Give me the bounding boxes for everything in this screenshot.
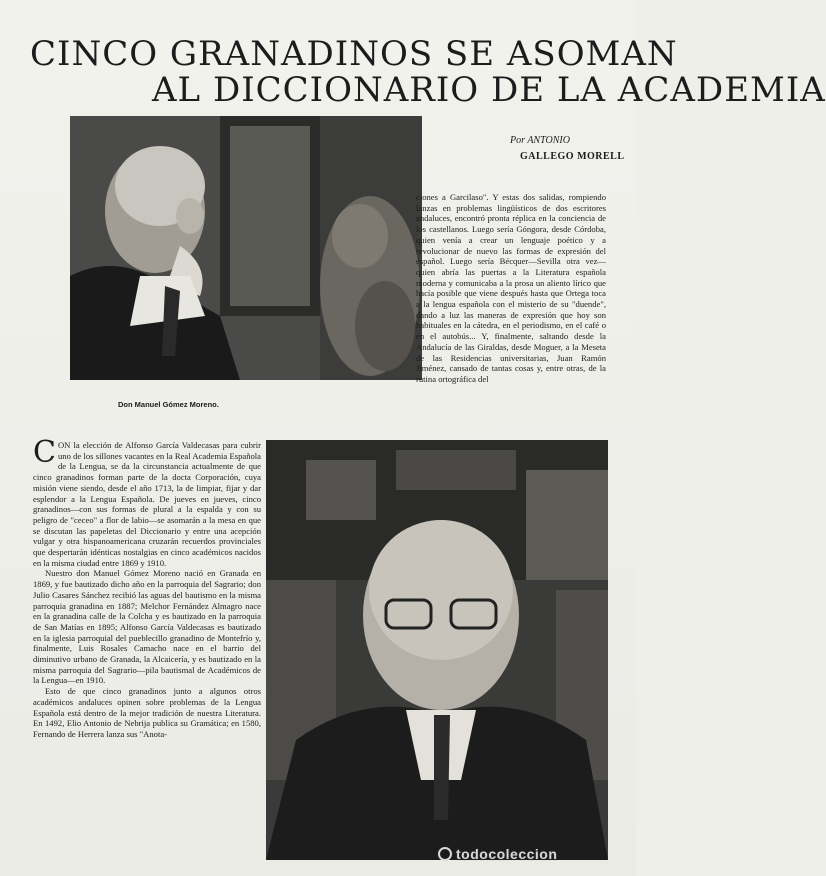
drop-cap: C (33, 435, 56, 470)
paragraph-2: Nuestro don Manuel Gómez Moreno nació en Granada en 1869, y fue bautizado dicho año en la parroquia del Sagrario; don Julio Casares Sánchez recibió las aguas del bautismo en la misma parroquia granadina en 1887; Melchor Fernández Almagro nace en la granadina calle de la Colcha y es bautizado en la parroquia de San Matías en 1895; Alfonso García Valdecasas es bautizado en la iglesia parroquial del pueblecillo granadino de Montefrío y, finalmente, Luis Rosales Camacho nace en el barrio del diminutivo urbano de Granada, la Alcaicería, y es bautizado en la misma parroquia del Sagrario—pila bautismal de Académicos de la Lengua—en 1910. (33, 568, 261, 686)
photo-gomez-moreno (70, 116, 422, 380)
paragraph-3: Esto de que cinco granadinos junto a algunos otros académicos andaluces opinen sobre problemas de la Lengua Española está dentro de la mejor tradición de nuestra Literatura. En 1492, Elio Antonio de Nebrija publica su Gramática; en 1580, Fernando de Herrera lanza sus "Anota- (33, 686, 261, 739)
byline-por: Por ANTONIO (510, 135, 570, 146)
left-column-text (33, 435, 261, 740)
right-column-text (416, 192, 606, 385)
watermark: todocoleccion (456, 846, 558, 862)
headline-line1: CINCO GRANADINOS SE ASOMAN (30, 34, 678, 74)
lead-paragraph (33, 435, 261, 568)
watermark-icon (438, 847, 452, 861)
right-paragraph: ciones a Garcilaso". Y estas dos salidas, rompiendo lanzas en problemas lingüísticos de dos escritores andaluces, encontró pronta réplica en la conciencia de los castellanos. Luego sería Góngora, desde Córdoba, quien venía a crear un lenguaje poético y a revolucionar de nuevo las formas de expresión del español. Luego sería Bécquer—Sevilla otra vez—quien abría las puertas a la Literatura española moderna y comunicaba a la prosa un aliento lírico que hacía posible que viene después hasta que Ortega toca a la lengua española con el misterio de su "duende", dando a luz las maneras de expresión que hoy son habituales en la cátedra, en el periodismo, en el café o en el autobús... Y, finalmente, saltando desde la Andalucía de las Giraldas, desde Moguer, a la Meseta de las Residencias universitarias, Juan Ramón Jiménez, cansado de tantas cosas y, entre otras, de la rutina ortográfica del (416, 192, 606, 384)
headline-line2: AL DICCIONARIO DE LA ACADEMIA (152, 70, 826, 110)
lead-paragraph-text: ON la elección de Alfonso García Valdecasas para cubrir uno de los sillones vacantes en la Real Academia Española de la Lengua, se da la circunstancia actualmente de que cinco granadinos forman parte de la docta Corporación, cuya misión viene siendo, desde el año 1713, la de limpiar, fijar y dar esplendor a la Lengua Española. De jueves en jueves, cinco granadinos—con sus formas de plural a la espalda y con su peligro de "ceceo" a flor de labio—se asomarán a la mesa en que se discutan las papeletas del Diccionario y entre una acepción vulgar y otra hispanoamericana cruzarán recuerdos provinciales que despertarán idénticas nostalgias en cinco académicos nacidos en la misma ciudad entre 1869 y 1910. (33, 440, 261, 568)
byline-author: GALLEGO MORELL (520, 151, 625, 162)
photo-caption: Don Manuel Gómez Moreno. (118, 400, 219, 409)
byline (510, 133, 625, 165)
photo-second-academician (266, 440, 608, 860)
